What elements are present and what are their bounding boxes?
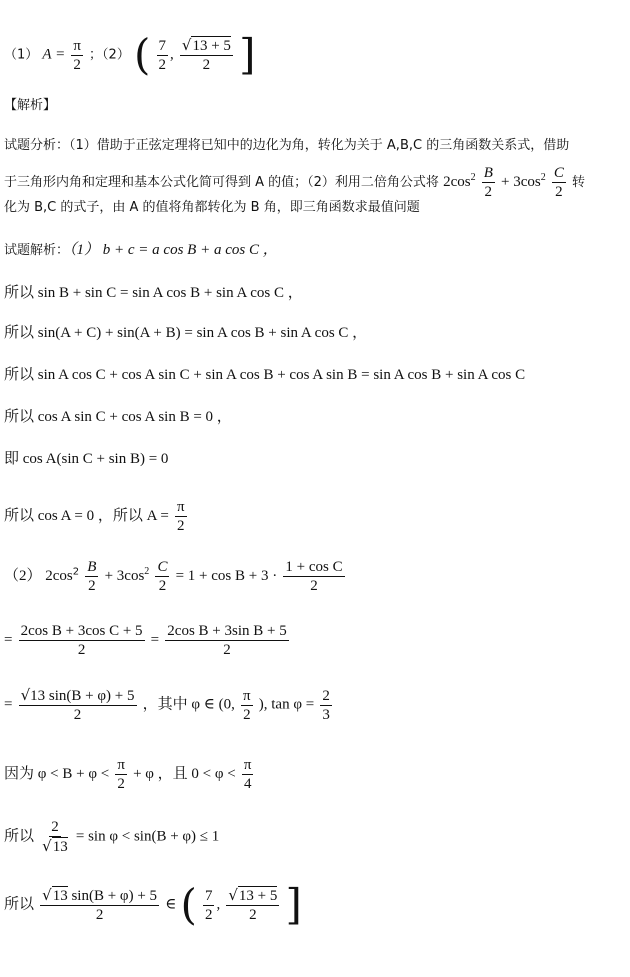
answer-range-high: $\frac{√13 + 5}{2}$ xyxy=(181,36,231,73)
solution-line-3: 所以 sin(A + C) + sin(A + B) = sin A cos B + sin A cos C ， xyxy=(4,325,368,341)
answer-part1-fraction: $\frac{\pi}{2}$ xyxy=(73,37,81,73)
solution-line-10: = $\frac{√13 \sin(B + \varphi) + 5}{2}$ ，其中 φ ∈ (0, $\frac{\pi}{2}$ ), tan φ = $\frac{2}{3}$ xyxy=(4,686,330,723)
solution-line-6: 即 cos A(sin C + sin B) = 0 xyxy=(4,451,169,467)
solution-line-2: 所以 sin B + sin C = sin A cos B + sin A cos C ， xyxy=(4,285,303,301)
solution-line-9: = $\frac{\text{2cos B + 3cos C + 5}}{2}$ = $\frac{\text{2cos B + 3sin B + 5}}{2}$ xyxy=(4,623,287,658)
answer-line: （1） A = $\frac{\pi}{2}$ ；（2） ( $\frac{7}{2}$ , $\frac{√13 + 5}{2}$ ] xyxy=(4,30,256,79)
solution-line-4: 所以 sin A cos C + cos A sin C + sin A cos B + cos A sin B = sin A cos B + sin A cos C xyxy=(4,367,526,383)
solution-line-8: （2） $2\cos^2$ $\frac{B}{2}$ + $3\cos^2$ $\frac{C}{2}$ = 1 + cos B + 3 · $\frac{\text{1 + cos C}}{2}$ xyxy=(4,559,343,594)
solution-line-11: 因为 φ < B + φ < $\frac{\pi}{2}$ + φ ，且 0 < φ < $\frac{\pi}{4}$ xyxy=(4,757,252,792)
section-title: 【解析】 xyxy=(4,98,57,113)
solution-line-13: 所以 $\frac{√13 \sin(B + \varphi) + 5}{2}$ ∈ ( $\frac{7}{2}$ , $\frac{√13 + 5}{2}$ ] xyxy=(4,880,302,929)
solution-line-1: 试题解析：（1） b + c = a cos B + a cos C ， xyxy=(4,242,278,258)
analysis-line-1: 试题分析：（1）借助于正弦定理将已知中的边化为角，转化为关于 A,B,C 的三角函数关系式，借助 xyxy=(4,138,570,153)
right-bracket: ] xyxy=(239,30,256,79)
answer-part1-label: （1） xyxy=(4,47,39,63)
solution-line-12: 所以 $\frac{2}{√13}$ = sin φ < sin(B + φ) ≤ 1 xyxy=(4,819,220,855)
left-bracket: ( xyxy=(133,30,151,79)
analysis-line-3: 化为 B,C 的式子，由 A 的值将角都转化为 B 角，即三角函数求最值问题 xyxy=(4,200,420,215)
analysis-line-2: 于三角形内角和定理和基本公式化简可得到 A 的值；（2）利用二倍角公式将 $2\cos^2$ $\frac{B}{2}$ + $3\cos^2$ $\frac{C}{2}$ 转 xyxy=(4,165,586,200)
answer-part1-eq: A = xyxy=(42,46,66,63)
solution-line-7: 所以 cos A = 0 ，所以 A = $\frac{\pi}{2}$ xyxy=(4,499,185,534)
answer-separator: ；（2） xyxy=(89,47,130,63)
answer-range-low: $\frac{7}{2}$ xyxy=(158,37,166,73)
solution-line-5: 所以 cos A sin C + cos A sin B = 0 ， xyxy=(4,409,232,425)
